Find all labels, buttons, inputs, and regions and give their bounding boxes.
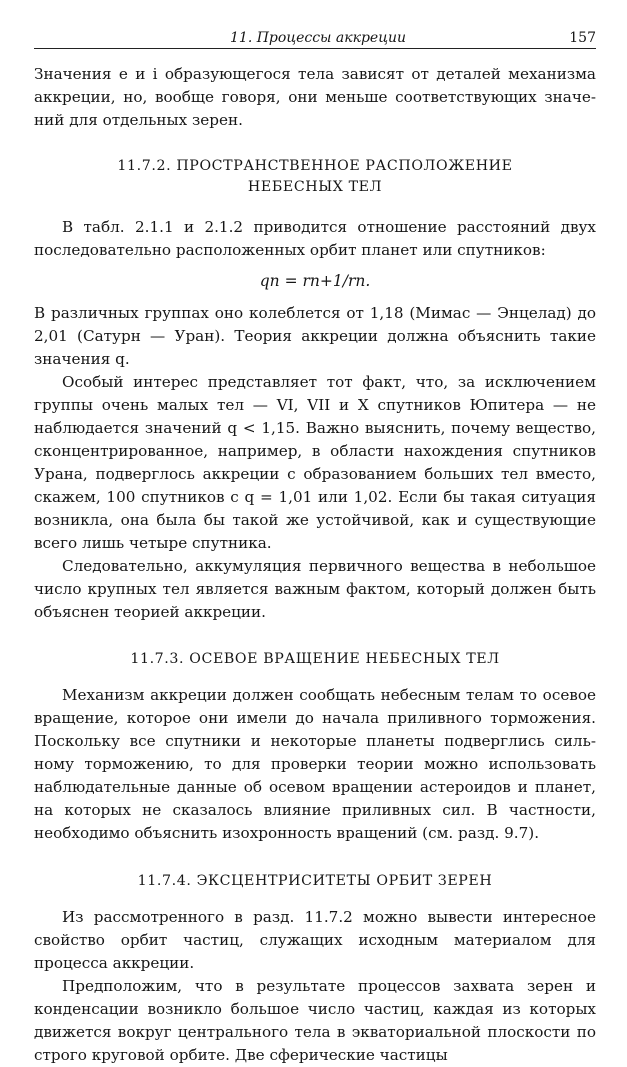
section-heading-11-7-2 — [34, 156, 596, 198]
paragraph: Механизм аккреции должен сообщать небесным телам то осевое вращение, которое они имели до начала приливного торможения. Поскольку все спутники и некоторые планеты подверглись сильному торможению, то для проверки теории можно использовать наблюдательные данные об осевом вращении астероидов и планет, на которых не сказалось влияние приливных сил. В частности, необходимо объяснить изохронность вращений (см. разд. 9.7). — [34, 686, 596, 842]
paragraph: Из рассмотренного в разд. 11.7.2 можно вывести интересное свойство орбит частиц, служащих исходным материалом для процесса аккреции. — [34, 908, 596, 972]
paragraph: В различных группах оно колеблется от 1,18 (Мимас — Энцелад) до 2,01 (Сатурн — Уран). Теория аккреции должна объяснить такие значения q. — [34, 304, 596, 368]
paragraph: В табл. 2.1.1 и 2.1.2 приводится отношение расстояний двух последовательно расположенных орбит планет или спутников: — [34, 218, 596, 259]
formula-q-ratio — [34, 270, 596, 293]
formula-text: qn = rn+1/rn. — [259, 272, 371, 290]
book-page — [34, 28, 596, 1067]
section-heading-11-7-3: 11.7.3. ОСЕВОЕ ВРАЩЕНИЕ НЕБЕСНЫХ ТЕЛ — [130, 651, 500, 667]
section-heading-line: НЕБЕСНЫХ ТЕЛ — [247, 179, 383, 195]
running-header — [34, 28, 596, 49]
page-number: 157 — [569, 30, 596, 46]
paragraph: Следовательно, аккумуляция первичного вещества в небольшое число крупных тел является важным фактом, который должен быть объяснен теорией аккреции. — [34, 557, 596, 621]
page-body — [34, 63, 596, 1067]
paragraph: Особый интерес представляет тот факт, что, за исключением группы очень малых тел — VI, VII и X спутников Юпитера — не наблюдается значений q < 1,15. Важно выяснить, почему вещество, сконцентрированное, например, в области нахождения спутников Урана, подверглось аккреции с образованием больших тел вместо, скажем, 100 спутников с q = 1,01 или 1,02. Если бы такая ситуация возникла, она была бы такой же устойчивой, как и существующие всего лишь четыре спутника. — [34, 373, 596, 552]
running-title: 11. Процессы аккреции — [230, 30, 407, 46]
intro-paragraph: Значения e и i образующегося тела зависят от деталей механизма аккреции, но, вообще говоря, они меньше соответствующих значений для отдельных зерен. — [34, 65, 596, 129]
section-heading-11-7-4: 11.7.4. ЭКСЦЕНТРИСИТЕТЫ ОРБИТ ЗЕРЕН — [137, 873, 493, 889]
paragraph: Предположим, что в результате процессов захвата зерен и конденсации возникло большое число частиц, каждая из которых движется вокруг центрального тела в экваториальной плоскости по строго круговой орбите. Две сферические частицы — [34, 977, 596, 1064]
section-heading-line: 11.7.2. ПРОСТРАНСТВЕННОЕ РАСПОЛОЖЕНИЕ — [117, 158, 513, 174]
